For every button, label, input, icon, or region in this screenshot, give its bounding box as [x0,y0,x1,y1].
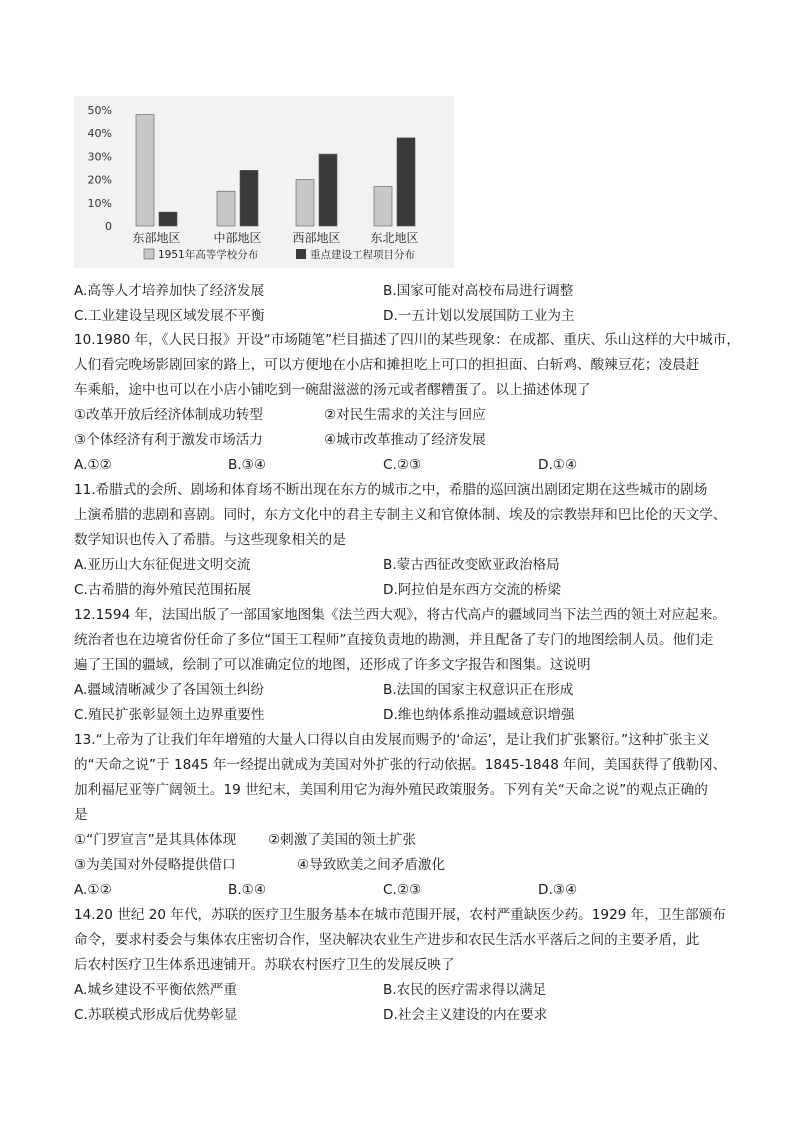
q13-item-4: ④导致欧美之间矛盾激化 [297,857,446,873]
y-tick-label: 10% [87,196,112,210]
q9-option-a[interactable]: A.高等人才培养加快了经济发展 [74,283,265,299]
q11-stem-line: 数学知识也传入了希腊。与这些现象相关的是 [74,532,346,548]
x-tick-label: 中部地区 [213,231,262,245]
bar [296,180,314,226]
q9-option-d[interactable]: D.一五计划以发展国防工业为主 [383,308,575,324]
q14-stem-line: 14.20 世纪 20 年代，苏联的医疗卫生服务基本在城市范围开展，农村严重缺医少药。1929 年，卫生部颁布 [74,907,726,923]
bar-chart [74,96,454,268]
q13-item-2: ②刺激了美国的领土扩张 [268,832,417,848]
q13-option-b[interactable]: B.①④ [228,882,267,898]
q13-stem-line: 13.“上帝为了让我们年年增殖的大量人口得以自由发展而赐予的‘命运’，是让我们扩张繁衍。”这种扩张主义 [74,732,710,748]
y-tick-label: 40% [87,127,112,141]
q13-option-d[interactable]: D.③④ [538,882,578,898]
q14-option-c[interactable]: C.苏联模式形成后优势彰显 [74,1007,238,1023]
q10-item-3: ③个体经济有利于激发市场活力 [74,432,263,448]
legend-swatch [296,249,306,259]
y-tick-label: 50% [87,104,112,117]
q10-item-2: ②对民生需求的关注与回应 [324,407,486,423]
q13-item-1: ①“门罗宣言”是其具体体现 [74,832,237,848]
q10-stem-line: 人们看完晚场影剧回家的路上，可以方便地在小店和摊担吃上可口的担担面、白斩鸡、酸辣豆花；凌晨赶 [74,357,700,373]
bar [374,187,392,226]
q10-option-b[interactable]: B.③④ [228,457,267,473]
q9-option-c[interactable]: C.工业建设呈现区域发展不平衡 [74,308,265,324]
bar [397,138,415,226]
q14-stem-line: 命令，要求村委会与集体农庄密切合作，坚决解决农业生产进步和农民生活水平落后之间的主要矛盾，此 [74,932,700,948]
q11-stem-line: 上演希腊的悲剧和喜剧。同时，东方文化中的君主专制主义和官僚体制、埃及的宗教崇拜和巴比伦的天文学、 [74,507,727,523]
q12-stem-line: 统治者也在边境省份任命了多位“国王工程师”直接负责地的勘测，并且配备了专门的地图绘制人员。他们走 [74,632,714,648]
q9-option-b[interactable]: B.国家可能对高校布局进行调整 [383,283,574,299]
legend-swatch [144,249,154,259]
q14-stem-line: 后农村医疗卫生体系迅速铺开。苏联农村医疗卫生的发展反映了 [74,957,455,973]
q12-stem-line: 遍了王国的疆域，绘制了可以准确定位的地图，还形成了许多文字报告和图集。这说明 [74,657,591,673]
y-tick-label: 0 [105,220,112,233]
bar [159,212,177,226]
q10-option-d[interactable]: D.①④ [538,457,578,473]
x-tick-label: 东北地区 [370,231,419,245]
bar [319,154,337,226]
q12-option-b[interactable]: B.法国的国家主权意识正在形成 [383,682,574,698]
q12-stem-line: 12.1594 年，法国出版了一部国家地图集《法兰西大观》，将古代高卢的疆域同当下法兰西的领土对应起来。 [74,607,726,623]
q13-stem-line: 是 [74,807,88,823]
q12-option-c[interactable]: C.殖民扩张彰显领土边界重要性 [74,707,265,723]
q10-item-1: ①改革开放后经济体制成功转型 [74,407,263,423]
q10-option-c[interactable]: C.②③ [383,457,422,473]
q11-stem-line: 11.希腊式的会所、剧场和体育场不断出现在东方的城市之中，希腊的巡回演出剧团定期在这些城市的剧场 [74,482,708,498]
legend-label: 1951年高等学校分布 [158,249,259,261]
q12-option-d[interactable]: D.维也纳体系推动疆域意识增强 [383,707,575,723]
bar [240,170,258,226]
q10-stem-line: 10.1980 年，《人民日报》开设“市场随笔”栏目描述了四川的某些现象：在成都、重庆、乐山这样的大中城市， [74,332,740,348]
q13-stem-line: 的“天命之说”于 1845 年一经提出就成为美国对外扩张的行动依据。1845-1848 年间，美国获得了俄勒冈、 [74,757,727,773]
q11-option-c[interactable]: C.古希腊的海外殖民范围拓展 [74,582,251,598]
q12-option-a[interactable]: A.疆域清晰减少了各国领土纠纷 [74,682,265,698]
q11-option-b[interactable]: B.蒙古西征改变欧亚政治格局 [383,557,560,573]
bar [136,115,154,226]
q14-option-a[interactable]: A.城乡建设不平衡依然严重 [74,982,237,998]
q10-item-4: ④城市改革推动了经济发展 [324,432,486,448]
x-tick-label: 西部地区 [292,231,341,245]
q11-option-d[interactable]: D.阿拉伯是东西方交流的桥梁 [383,582,561,598]
q13-stem-line: 加利福尼亚等广阔领土。19 世纪末，美国利用它为海外殖民政策服务。下列有关“天命之说”的观点正确的 [74,782,708,798]
q11-option-a[interactable]: A.亚历山大东征促进文明交流 [74,557,251,573]
q10-stem-line: 车乘船，途中也可以在小店小铺吃到一碗甜滋滋的汤元或者醪糟蛋了。以上描述体现了 [74,382,591,398]
q14-option-b[interactable]: B.农民的医疗需求得以满足 [383,982,547,998]
q13-item-3: ③为美国对外侵略提供借口 [74,857,236,873]
q13-option-a[interactable]: A.①② [74,882,112,898]
q10-option-a[interactable]: A.①② [74,457,112,473]
y-tick-label: 30% [87,150,112,164]
x-tick-label: 东部地区 [132,231,181,245]
legend-label: 重点建设工程项目分布 [310,249,415,261]
bar [217,191,235,226]
y-tick-label: 20% [87,173,112,187]
q13-option-c[interactable]: C.②③ [383,882,422,898]
q14-option-d[interactable]: D.社会主义建设的内在要求 [383,1007,548,1023]
